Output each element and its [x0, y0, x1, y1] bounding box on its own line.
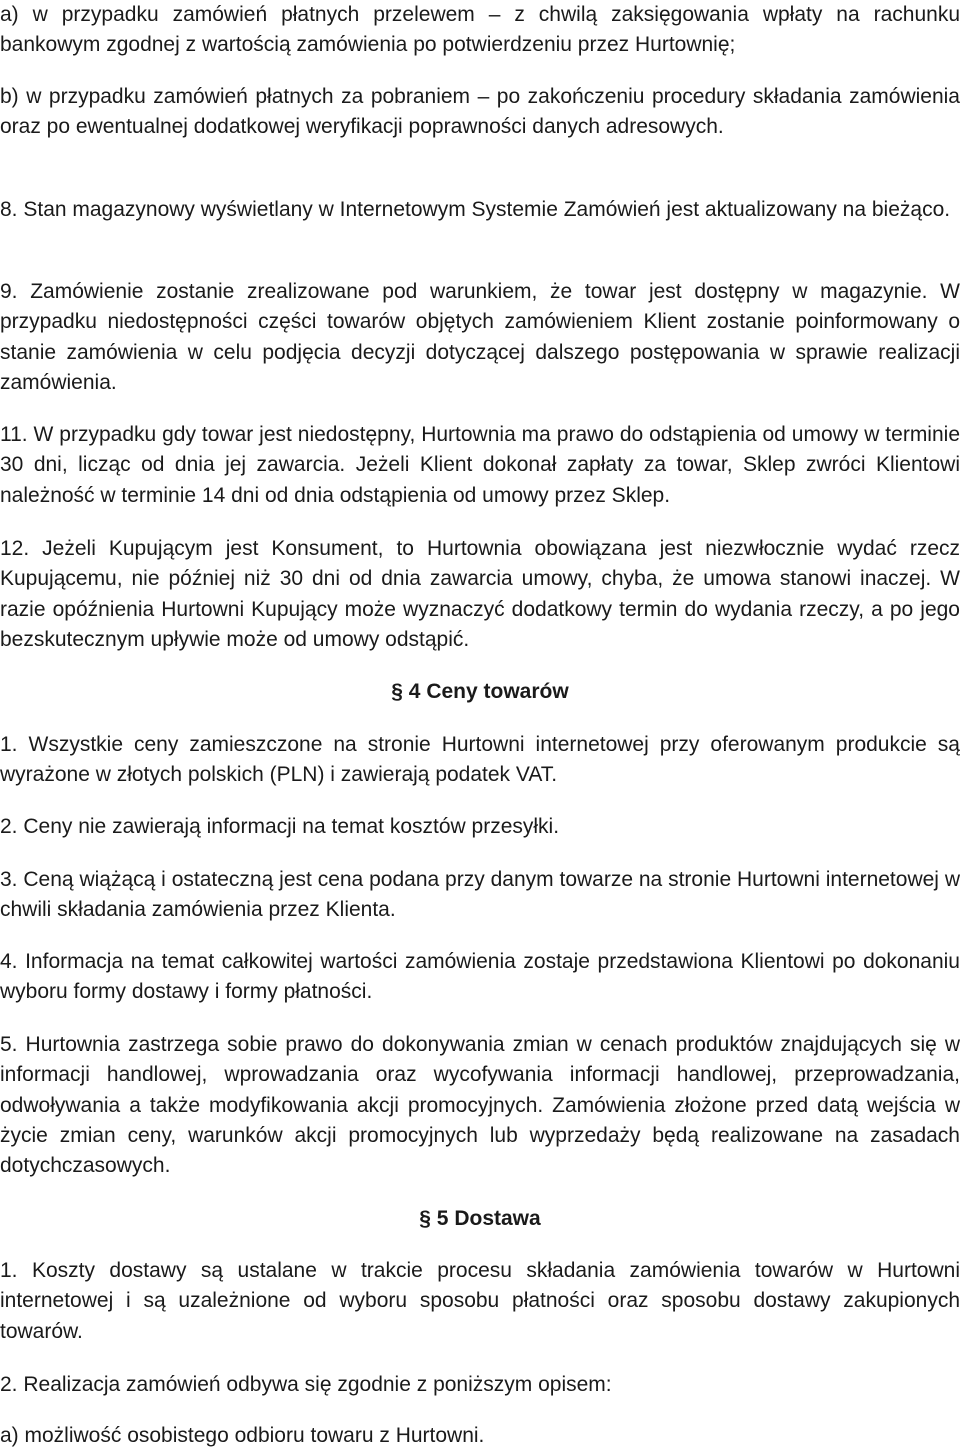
section-4-item-5: 5. Hurtownia zastrzega sobie prawo do dokonywania zmian w cenach produktów znajdujących się w informacji handlowej, wprowadzania oraz wycofywania informacji handlowej, przeprowadzania, odwoływania a także modyfikowania akcji promocyjnych. Zamówienia złożone przed datą wejścia w życie zmian ceny, warunków akcji promocyjnych lub wyprzedaży będą realizowane na zasadach dotychczasowych. [0, 1033, 960, 1178]
section-5-heading: § 5 Dostawa [419, 1207, 541, 1230]
paragraph-8: 8. Stan magazynowy wyświetlany w Internetowym Systemie Zamówień jest aktualizowany na bieżąco. [0, 198, 951, 221]
paragraph-11: 11. W przypadku gdy towar jest niedostępny, Hurtownia ma prawo do odstąpienia od umowy w terminie 30 dni, licząc od dnia jej zawarcia. Jeżeli Klient dokonał zapłaty za towar, Sklep zwróci Klientowi należność w terminie 14 dni od dnia odstąpienia od umowy przez Sklep. [0, 423, 960, 507]
section-4-item-3: 3. Ceną wiążącą i ostateczną jest cena podana przy danym towarze na stronie Hurtowni internetowej w chwili składania zamówienia przez Klienta. [0, 868, 960, 922]
paragraph-12: 12. Jeżeli Kupującym jest Konsument, to Hurtownia obowiązana jest niezwłocznie wydać rzecz Kupującemu, nie później niż 30 dni od dnia zawarcia umowy, chyba, że umowa stanowi inaczej. W razie opóźnienia Hurtowni Kupujący może wyznaczyć dodatkowy termin do wydania rzeczy, a po jego bezskutecznym upływie może od umowy odstąpić. [0, 537, 960, 651]
section-5-item-2a: a) możliwość osobistego odbioru towaru z Hurtowni. [0, 1424, 485, 1447]
section-4-item-1: 1. Wszystkie ceny zamieszczone na stronie Hurtowni internetowej przy oferowanym produkcie są wyrażone w złotych polskich (PLN) i zawierają podatek VAT. [0, 733, 960, 787]
paragraph-9: 9. Zamówienie zostanie zrealizowane pod warunkiem, że towar jest dostępny w magazynie. W przypadku niedostępności części towarów objętych zamówieniem Klient zostanie poinformowany o stanie zamówienia w celu podjęcia decyzji dotyczącej dalszego postępowania w sprawie realizacji zamówienia. [0, 280, 960, 394]
section-4-item-2: 2. Ceny nie zawierają informacji na temat kosztów przesyłki. [0, 815, 560, 838]
section-5-item-2: 2. Realizacja zamówień odbywa się zgodnie z poniższym opisem: [0, 1373, 612, 1396]
section-4-heading: § 4 Ceny towarów [391, 680, 569, 703]
section-4-item-4: 4. Informacja na temat całkowitej wartości zamówienia zostaje przedstawiona Klientowi po dokonaniu wyboru formy dostawy i formy płatności. [0, 950, 960, 1004]
paragraph-7b: b) w przypadku zamówień płatnych za pobraniem – po zakończeniu procedury składania zamówienia oraz po ewentualnej dodatkowej weryfikacji poprawności danych adresowych. [0, 85, 960, 139]
section-5-item-1: 1. Koszty dostawy są ustalane w trakcie procesu składania zamówienia towarów w Hurtowni internetowej i są uzależnione od wyboru sposobu płatności oraz sposobu dostawy zakupionych towarów. [0, 1259, 960, 1343]
paragraph-7a: a) w przypadku zamówień płatnych przelewem – z chwilą zaksięgowania wpłaty na rachunku bankowym zgodnej z wartością zamówienia po potwierdzeniu przez Hurtownię; [0, 3, 960, 57]
